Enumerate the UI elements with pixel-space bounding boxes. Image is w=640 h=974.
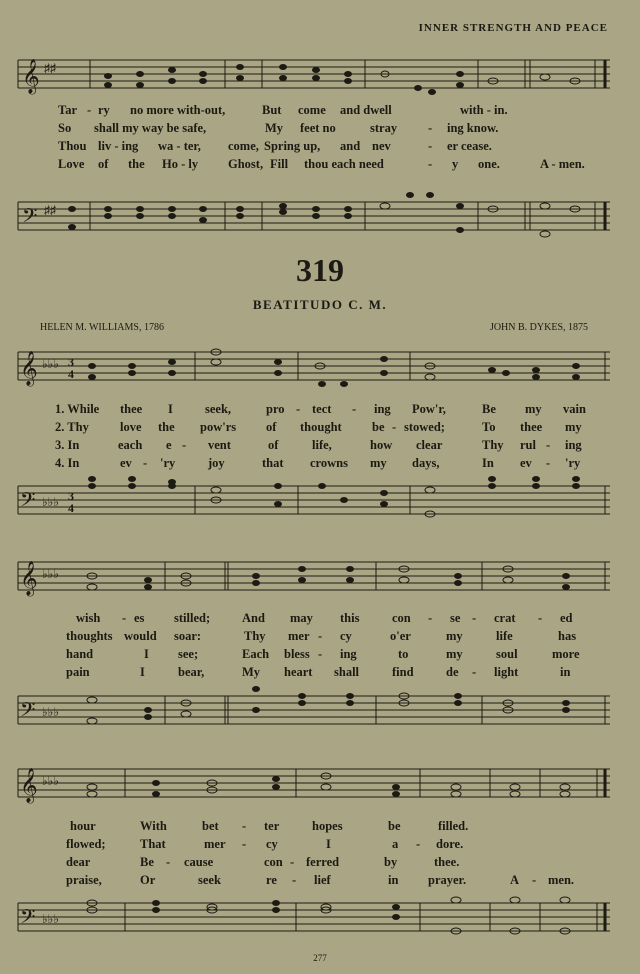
lyric-syllable: ry bbox=[98, 103, 110, 117]
lyric-syllable: With bbox=[140, 819, 167, 833]
lyric-syllable: how bbox=[370, 438, 393, 452]
lyric-syllable: my bbox=[370, 456, 387, 470]
lyric-syllable: And bbox=[242, 611, 265, 625]
lyric-syllable: would bbox=[124, 629, 157, 643]
lyric-syllable: each bbox=[118, 438, 143, 452]
lyric-syllable: hand bbox=[66, 647, 94, 661]
svg-text:𝄢: 𝄢 bbox=[20, 700, 36, 726]
lyric-syllable: filled. bbox=[438, 819, 469, 833]
lyric-syllable: Thou bbox=[58, 139, 87, 153]
system1-treble-staff bbox=[0, 340, 640, 400]
system3-treble-staff bbox=[0, 757, 640, 817]
lyric-syllable: soar: bbox=[174, 629, 202, 643]
lyric-syllable: - bbox=[546, 456, 551, 470]
svg-text:4: 4 bbox=[68, 501, 74, 515]
lyric-syllable: 4. In bbox=[55, 456, 80, 470]
lyric-syllable: this bbox=[340, 611, 360, 625]
lyric-syllable: - bbox=[428, 139, 433, 153]
svg-text:𝄞: 𝄞 bbox=[22, 60, 40, 93]
lyric-syllable: Thy bbox=[482, 438, 504, 452]
svg-text:♭♭♭: ♭♭♭ bbox=[42, 357, 59, 371]
lyric-syllable: Be bbox=[482, 402, 496, 416]
system2-treble-staff bbox=[0, 550, 640, 610]
lyric-syllable: hour bbox=[70, 819, 96, 833]
svg-text:♯♯: ♯♯ bbox=[44, 61, 56, 75]
lyric-syllable: er cease. bbox=[447, 139, 492, 153]
lyric-syllable: So bbox=[58, 121, 72, 135]
lyric-syllable: that bbox=[262, 456, 284, 470]
lyric-syllable: wa - ter, bbox=[158, 139, 201, 153]
lyric-syllable: of bbox=[98, 157, 109, 171]
lyric-syllable: my bbox=[565, 420, 582, 434]
lyric-syllable: - bbox=[472, 611, 477, 625]
lyric-syllable: more bbox=[552, 647, 580, 661]
svg-text:3: 3 bbox=[68, 355, 74, 369]
lyric-syllable: in bbox=[388, 873, 399, 887]
svg-text:𝄢: 𝄢 bbox=[20, 490, 36, 516]
lyric-syllable: see; bbox=[178, 647, 199, 661]
lyric-syllable: lief bbox=[314, 873, 331, 887]
lyric-syllable: one. bbox=[478, 157, 500, 171]
lyric-syllable: A - men. bbox=[540, 157, 585, 171]
lyric-syllable: soul bbox=[496, 647, 518, 661]
lyric-syllable: seek bbox=[198, 873, 221, 887]
lyric-syllable: thought bbox=[300, 420, 342, 434]
svg-text:♭♭♭: ♭♭♭ bbox=[42, 912, 59, 926]
lyric-syllable: shall my way be safe, bbox=[94, 121, 207, 135]
lyric-syllable: - bbox=[318, 629, 323, 643]
svg-text:♯♯: ♯♯ bbox=[44, 203, 56, 217]
lyric-syllable: My bbox=[242, 665, 261, 679]
prev-hymn-lyrics bbox=[0, 103, 640, 183]
lyric-syllable: But bbox=[262, 103, 282, 117]
lyric-syllable: Or bbox=[140, 873, 156, 887]
lyric-syllable: to bbox=[398, 647, 409, 661]
lyric-syllable: se bbox=[450, 611, 461, 625]
lyric-syllable: pow'rs bbox=[200, 420, 237, 434]
lyric-syllable: con bbox=[264, 855, 283, 869]
lyric-syllable: cause bbox=[184, 855, 214, 869]
lyric-syllable: clear bbox=[416, 438, 443, 452]
lyric-syllable: find bbox=[392, 665, 414, 679]
lyric-syllable: mer bbox=[288, 629, 310, 643]
lyric-syllable: days, bbox=[412, 456, 440, 470]
lyric-syllable: ev bbox=[120, 456, 132, 470]
lyric-syllable: may bbox=[290, 611, 313, 625]
lyric-syllable: re bbox=[266, 873, 277, 887]
svg-text:𝄞: 𝄞 bbox=[20, 562, 38, 595]
lyric-syllable: stilled; bbox=[174, 611, 211, 625]
lyric-syllable: by bbox=[384, 855, 398, 869]
composer-credit: JOHN B. DYKES, 1875 bbox=[489, 322, 588, 333]
lyric-syllable: thou each need bbox=[304, 157, 384, 171]
lyric-syllable: come bbox=[298, 103, 326, 117]
lyric-syllable: be bbox=[388, 819, 401, 833]
lyric-syllable: men. bbox=[548, 873, 575, 887]
lyric-syllable: 3. In bbox=[55, 438, 80, 452]
lyric-syllable: I bbox=[326, 837, 331, 851]
lyric-syllable: life, bbox=[312, 438, 332, 452]
lyric-syllable: my bbox=[446, 629, 463, 643]
lyric-syllable: pro bbox=[266, 402, 285, 416]
lyric-syllable: a bbox=[392, 837, 399, 851]
svg-text:𝄢: 𝄢 bbox=[22, 206, 38, 232]
lyric-syllable: Ghost, bbox=[228, 157, 264, 171]
lyric-syllable: - bbox=[392, 420, 397, 434]
lyric-syllable: - bbox=[472, 665, 477, 679]
lyric-syllable: cy bbox=[266, 837, 278, 851]
lyric-syllable: Spring up, bbox=[264, 139, 321, 153]
lyric-syllable: ing bbox=[340, 647, 357, 661]
lyric-syllable: In bbox=[482, 456, 494, 470]
page-number: 277 bbox=[313, 953, 327, 963]
lyric-syllable: light bbox=[494, 665, 519, 679]
svg-text:♭♭♭: ♭♭♭ bbox=[42, 495, 59, 509]
lyric-syllable: tect bbox=[312, 402, 332, 416]
lyric-syllable: e bbox=[166, 438, 172, 452]
lyric-syllable: 'ry bbox=[565, 456, 581, 470]
lyric-syllable: - bbox=[290, 855, 295, 869]
lyric-syllable: Love bbox=[58, 157, 85, 171]
lyric-syllable: flowed; bbox=[66, 837, 106, 851]
lyric-syllable: - bbox=[546, 438, 551, 452]
lyric-syllable: Tar bbox=[58, 103, 77, 117]
lyric-syllable: - bbox=[292, 873, 297, 887]
lyric-syllable: heart bbox=[284, 665, 313, 679]
svg-text:3: 3 bbox=[68, 489, 74, 503]
lyric-syllable: - bbox=[143, 456, 148, 470]
lyric-syllable: with - in. bbox=[460, 103, 508, 117]
lyric-syllable: pain bbox=[66, 665, 90, 679]
lyric-syllable: That bbox=[140, 837, 166, 851]
lyric-syllable: stray bbox=[370, 121, 398, 135]
svg-text:𝄞: 𝄞 bbox=[20, 352, 38, 385]
lyric-syllable: bet bbox=[202, 819, 219, 833]
lyric-syllable: - bbox=[166, 855, 171, 869]
lyric-syllable: love bbox=[120, 420, 142, 434]
lyric-syllable: 2. Thy bbox=[55, 420, 89, 434]
system3-bass-staff bbox=[0, 891, 640, 951]
lyric-syllable: cy bbox=[340, 629, 352, 643]
lyric-syllable: be bbox=[372, 420, 385, 434]
lyric-syllable: of bbox=[268, 438, 279, 452]
lyric-syllable: in bbox=[560, 665, 571, 679]
lyric-syllable: - bbox=[296, 402, 301, 416]
lyric-syllable: Fill bbox=[270, 157, 289, 171]
svg-text:♭♭♭: ♭♭♭ bbox=[42, 774, 59, 788]
system1-bass-staff bbox=[0, 474, 640, 534]
lyric-syllable: thoughts bbox=[66, 629, 113, 643]
lyric-syllable: joy bbox=[208, 456, 225, 470]
lyric-syllable: praise, bbox=[66, 873, 102, 887]
lyric-syllable: the bbox=[128, 157, 145, 171]
lyric-syllable: o'er bbox=[390, 629, 411, 643]
lyric-syllable: - bbox=[242, 837, 247, 851]
system3-lyrics bbox=[0, 819, 640, 891]
svg-text:♭♭♭: ♭♭♭ bbox=[42, 705, 59, 719]
page-header: INNER STRENGTH AND PEACE bbox=[418, 22, 608, 34]
system2-bass-staff bbox=[0, 684, 640, 744]
lyric-syllable: thee bbox=[120, 402, 143, 416]
lyric-syllable: liv - ing bbox=[98, 139, 139, 153]
lyric-syllable: crowns bbox=[310, 456, 348, 470]
lyric-syllable: - bbox=[532, 873, 537, 887]
lyric-syllable: and dwell bbox=[340, 103, 392, 117]
lyric-syllable: I bbox=[144, 647, 149, 661]
lyric-syllable: I bbox=[168, 402, 173, 416]
lyric-syllable: Be bbox=[140, 855, 154, 869]
lyric-syllable: Thy bbox=[244, 629, 266, 643]
lyric-syllable: de bbox=[446, 665, 459, 679]
prev-bass-staff bbox=[0, 190, 640, 250]
lyric-syllable: bear, bbox=[178, 665, 205, 679]
lyric-syllable: rul bbox=[520, 438, 536, 452]
lyric-syllable: ing bbox=[565, 438, 582, 452]
lyric-syllable: wish bbox=[76, 611, 101, 625]
svg-text:♭♭♭: ♭♭♭ bbox=[42, 567, 59, 581]
lyric-syllable: - bbox=[428, 611, 433, 625]
lyric-syllable: ed bbox=[560, 611, 573, 625]
lyric-syllable: bless bbox=[284, 647, 310, 661]
lyric-syllable: - bbox=[122, 611, 127, 625]
lyric-syllable: es bbox=[134, 611, 145, 625]
lyric-syllable: dear bbox=[66, 855, 91, 869]
lyric-syllable: mer bbox=[204, 837, 226, 851]
lyric-syllable: my bbox=[446, 647, 463, 661]
lyric-syllable: crat bbox=[494, 611, 516, 625]
lyric-syllable: Pow'r, bbox=[412, 402, 446, 416]
svg-text:𝄞: 𝄞 bbox=[20, 769, 38, 802]
lyric-syllable: - bbox=[318, 647, 323, 661]
lyric-syllable: ing know. bbox=[447, 121, 499, 135]
lyric-syllable: 1. While bbox=[55, 402, 100, 416]
lyric-syllable: Each bbox=[242, 647, 270, 661]
system2-lyrics bbox=[0, 611, 640, 683]
lyric-syllable: Ho - ly bbox=[162, 157, 199, 171]
lyric-syllable: - bbox=[242, 819, 247, 833]
lyric-syllable: come, bbox=[228, 139, 259, 153]
lyric-syllable: life bbox=[496, 629, 513, 643]
lyric-syllable: hopes bbox=[312, 819, 343, 833]
lyric-syllable: my bbox=[525, 402, 542, 416]
lyric-syllable: 'ry bbox=[160, 456, 176, 470]
lyric-syllable: - bbox=[87, 103, 92, 117]
hymn-number: 319 bbox=[296, 252, 344, 288]
lyric-syllable: shall bbox=[334, 665, 360, 679]
lyric-syllable: ing bbox=[374, 402, 391, 416]
svg-text:4: 4 bbox=[68, 367, 74, 381]
lyric-syllable: - bbox=[428, 121, 433, 135]
lyric-syllable: the bbox=[158, 420, 175, 434]
lyric-syllable: - bbox=[416, 837, 421, 851]
lyric-syllable: no more with-out, bbox=[130, 103, 226, 117]
lyric-syllable: y bbox=[452, 157, 459, 171]
lyric-syllable: - bbox=[352, 402, 357, 416]
tune-name: BEATITUDO C. M. bbox=[252, 297, 388, 312]
lyric-syllable: vent bbox=[208, 438, 231, 452]
lyric-syllable: A bbox=[510, 873, 520, 887]
lyric-syllable: vain bbox=[563, 402, 586, 416]
prev-treble-staff bbox=[0, 52, 640, 102]
lyric-syllable: dore. bbox=[436, 837, 464, 851]
lyric-syllable: has bbox=[558, 629, 577, 643]
svg-text:𝄢: 𝄢 bbox=[20, 907, 36, 933]
lyric-syllable: con bbox=[392, 611, 411, 625]
lyric-syllable: - bbox=[182, 438, 187, 452]
lyric-syllable: ter bbox=[264, 819, 280, 833]
lyric-syllable: thee. bbox=[434, 855, 460, 869]
lyric-syllable: thee bbox=[520, 420, 543, 434]
lyric-syllable: of bbox=[266, 420, 277, 434]
lyric-syllable: prayer. bbox=[428, 873, 467, 887]
lyric-syllable: To bbox=[482, 420, 496, 434]
lyric-syllable: stowed; bbox=[404, 420, 445, 434]
lyric-syllable: seek, bbox=[205, 402, 232, 416]
lyric-syllable: ev bbox=[520, 456, 532, 470]
lyric-syllable: I bbox=[140, 665, 145, 679]
lyric-syllable: nev bbox=[372, 139, 391, 153]
lyric-syllable: and bbox=[340, 139, 361, 153]
lyric-syllable: feet no bbox=[300, 121, 336, 135]
system1-lyrics bbox=[0, 402, 640, 474]
lyric-syllable: My bbox=[265, 121, 284, 135]
lyric-syllable: - bbox=[428, 157, 433, 171]
lyric-syllable: - bbox=[538, 611, 543, 625]
lyric-syllable: ferred bbox=[306, 855, 340, 869]
author-credit: HELEN M. WILLIAMS, 1786 bbox=[40, 322, 164, 333]
